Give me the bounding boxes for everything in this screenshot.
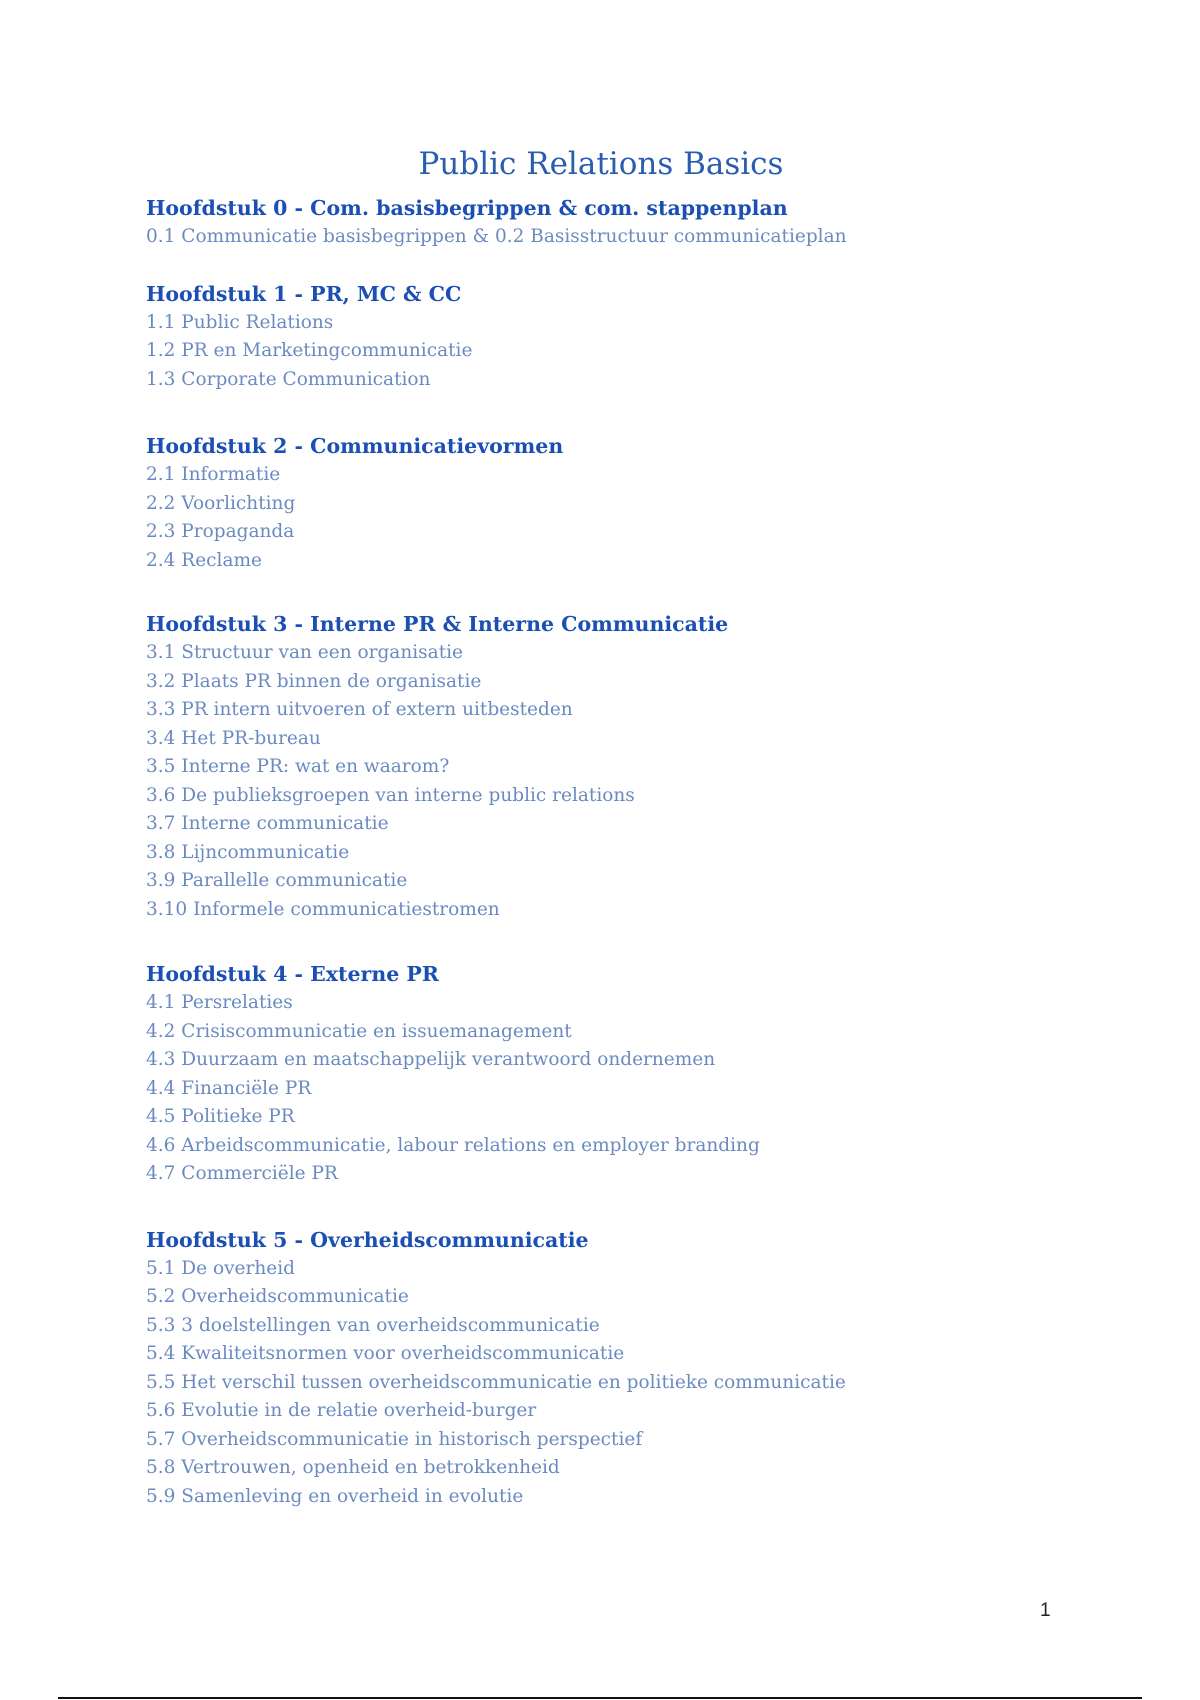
section-list-5 — [146, 1255, 1066, 1512]
section-link[interactable]: 5.9 Samenleving en overheid in evolutie — [146, 1485, 524, 1507]
section-link[interactable]: 4.5 Politieke PR — [146, 1106, 295, 1127]
section-link[interactable]: 5.8 Vertrouwen, openheid en betrokkenheid — [146, 1457, 560, 1478]
chapter-5 — [146, 1226, 1066, 1512]
section-link[interactable]: 4.6 Arbeidscommunicatie, labour relations en employer branding — [146, 1134, 760, 1156]
section-link[interactable]: 5.2 Overheidscommunicatie — [146, 1286, 409, 1307]
chapter-heading-3[interactable]: Hoofdstuk 3 - Interne PR & Interne Communicatie — [146, 612, 729, 636]
section-link[interactable]: 5.7 Overheidscommunicatie in historisch perspectief — [146, 1428, 643, 1450]
chapter-4 — [146, 960, 1066, 1189]
section-link[interactable]: 3.10 Informele communicatiestromen — [146, 898, 500, 920]
section-link[interactable]: 5.6 Evolutie in de relatie overheid-burger — [146, 1400, 537, 1421]
section-link[interactable]: 3.9 Parallelle communicatie — [146, 870, 408, 891]
section-link[interactable]: 2.4 Reclame — [146, 549, 262, 571]
chapter-heading-4[interactable]: Hoofdstuk 4 - Externe PR — [146, 962, 439, 986]
section-link[interactable]: 5.5 Het verschil tussen overheidscommunicatie en politieke communicatie — [146, 1371, 846, 1393]
section-link[interactable]: 3.7 Interne communicatie — [146, 813, 389, 834]
chapter-3 — [146, 610, 1066, 924]
section-list-2 — [146, 461, 1066, 575]
section-list-3 — [146, 639, 1066, 924]
section-link[interactable]: 5.4 Kwaliteitsnormen voor overheidscommunicatie — [146, 1343, 625, 1364]
section-list-0 — [146, 223, 1066, 252]
chapter-heading-5[interactable]: Hoofdstuk 5 - Overheidscommunicatie — [146, 1227, 589, 1252]
section-link[interactable]: 1.2 PR en Marketingcommunicatie — [146, 340, 473, 361]
section-link[interactable]: 4.4 Financiële PR — [146, 1077, 312, 1099]
section-link[interactable]: 0.1 Communicatie basisbegrippen & 0.2 Basisstructuur communicatieplan — [146, 226, 847, 247]
page-divider — [58, 1697, 1142, 1699]
section-link[interactable]: 3.5 Interne PR: wat en waarom? — [146, 756, 450, 777]
page-number: 1 — [1040, 1600, 1051, 1621]
section-link[interactable]: 2.1 Informatie — [146, 464, 281, 485]
chapter-heading-1[interactable]: Hoofdstuk 1 - PR, MC & CC — [146, 281, 462, 306]
section-link[interactable]: 2.3 Propaganda — [146, 521, 295, 542]
chapter-heading-2[interactable]: Hoofdstuk 2 - Communicatievormen — [146, 434, 564, 458]
section-link[interactable]: 5.3 3 doelstellingen van overheidscommunicatie — [146, 1314, 600, 1336]
chapter-1 — [146, 280, 1066, 395]
section-link[interactable]: 3.4 Het PR-bureau — [146, 727, 321, 749]
section-list-4 — [146, 989, 1066, 1189]
section-link[interactable]: 4.7 Commerciële PR — [146, 1163, 338, 1184]
section-link[interactable]: 3.3 PR intern uitvoeren of extern uitbesteden — [146, 699, 573, 720]
chapter-heading-0[interactable]: Hoofdstuk 0 - Com. basisbegrippen & com. stappenplan — [146, 196, 788, 220]
section-link[interactable]: 1.1 Public Relations — [146, 311, 334, 333]
chapter-0 — [146, 194, 1066, 252]
section-link[interactable]: 1.3 Corporate Communication — [146, 368, 431, 390]
section-link[interactable]: 4.1 Persrelaties — [146, 992, 293, 1013]
page-title: Public Relations Basics — [418, 146, 784, 182]
section-link[interactable]: 2.2 Voorlichting — [146, 492, 296, 514]
section-link[interactable]: 3.6 De publieksgroepen van interne public relations — [146, 784, 635, 806]
section-link[interactable]: 3.8 Lijncommunicatie — [146, 841, 350, 863]
section-link[interactable]: 5.1 De overheid — [146, 1257, 295, 1279]
table-of-contents — [146, 140, 1066, 1511]
section-link[interactable]: 3.1 Structuur van een organisatie — [146, 642, 463, 663]
chapter-2 — [146, 432, 1066, 575]
section-link[interactable]: 3.2 Plaats PR binnen de organisatie — [146, 670, 482, 692]
section-list-1 — [146, 309, 1066, 395]
section-link[interactable]: 4.2 Crisiscommunicatie en issuemanagement — [146, 1020, 572, 1042]
section-link[interactable]: 4.3 Duurzaam en maatschappelijk verantwoord ondernemen — [146, 1049, 716, 1070]
